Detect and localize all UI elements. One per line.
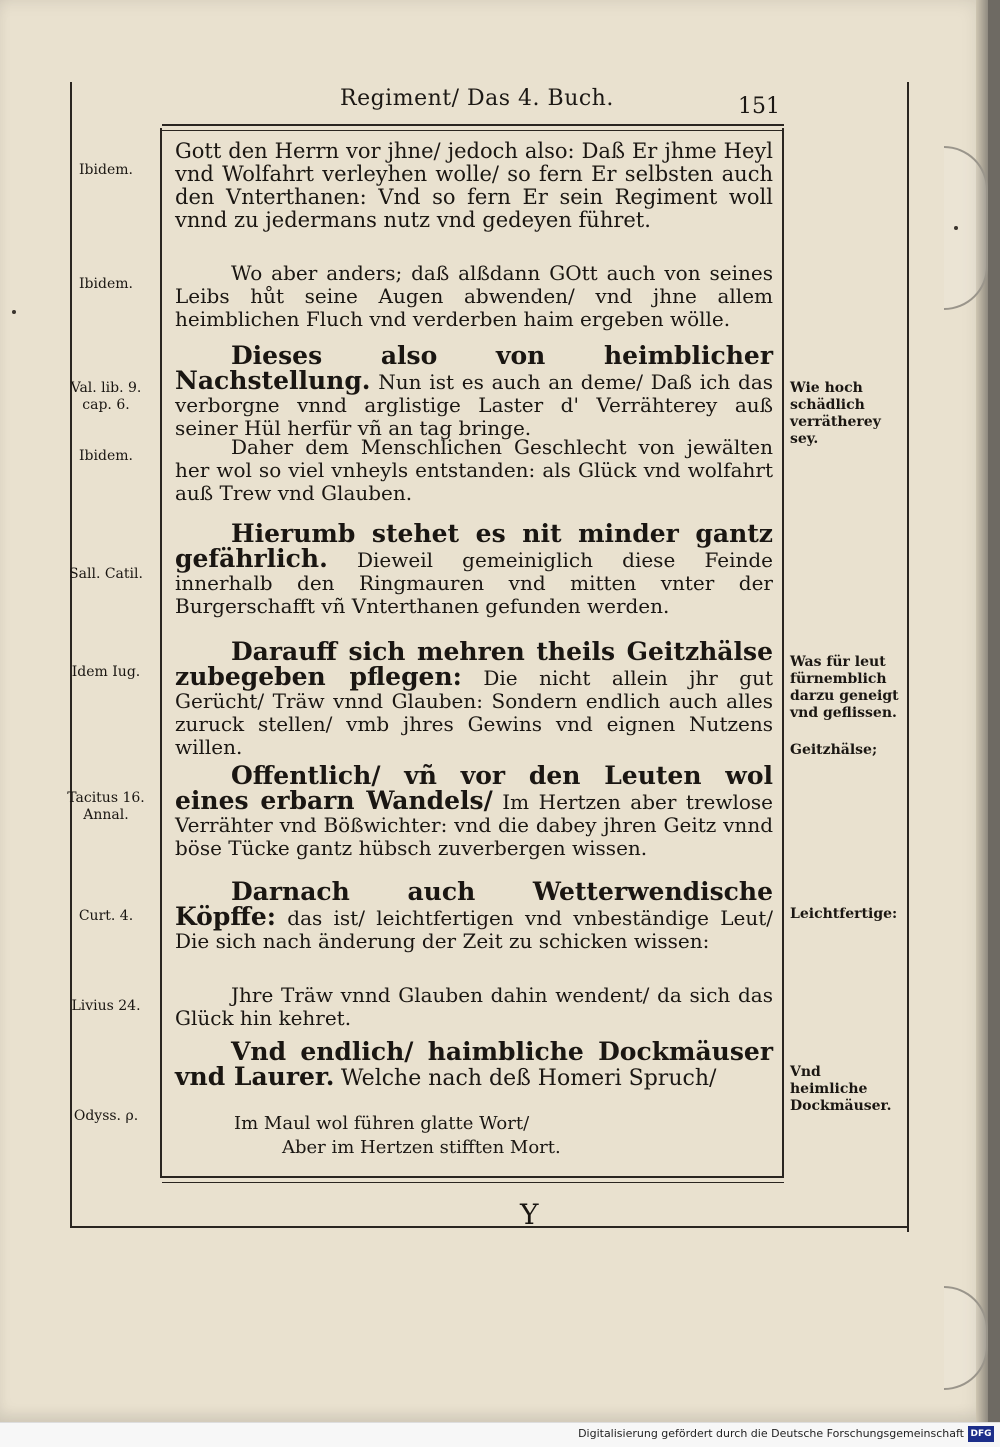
paragraph-5 [175,519,773,618]
paragraph-text: Gott den Herrn vor jhne/ jedoch also: Daß Er jhme Heyl vnd Wolfahrt verleyhen wolle/ so fern Er selbsten auch den Vnterthanen: Vnd so fern Er sein Regiment woll vnnd zu jedermans nutz vnd gedeyen führet. [175,139,773,232]
right-note-4: Leichtfertige: [790,906,898,922]
paragraph-lead: Darauff sich mehren theils Geitzhälse zubegeben pflegen: [175,637,773,691]
paragraph-7 [175,761,773,860]
left-note-7: Tacitus 16. Annal. [67,790,145,823]
paragraph-10 [175,1037,773,1091]
paragraph-text: Im Hertzen aber trewlose Verrähter vnd Bößwichter: vnd die dabey jhren Geitz vnnd böse Tücke gantz hübsch zuverbergen wissen. [175,790,773,860]
catchword: Y [520,1198,539,1231]
paragraph-lead: Dieses also von heimblicher Nachstellung. [175,341,773,395]
paragraph-lead: Hierumb stehet es nit minder gantz gefährlich. [175,519,773,573]
paragraph-body [175,341,774,440]
verse-line-2: Aber im Hertzen stifften Mort. [282,1137,561,1158]
digitization-credit: Digitalisierung gefördert durch die Deutsche Forschungsgemeinschaft [578,1427,964,1440]
right-margin-rule [907,82,909,1232]
left-note-5: Sall. Catil. [69,566,143,582]
paragraph-text: Wo aber anders; daß alßdann GOtt auch von seines Leibs hůt seine Augen abwenden/ vnd jhne allem heimblichen Fluch vnd verderben haim ergeben wölle. [175,261,773,331]
bottom-rule [70,1226,909,1228]
text-left-rule [160,128,162,1178]
right-note-5: Vnd heimliche Dockmäuser. [790,1064,892,1114]
paragraph-text: Jhre Träw vnnd Glauben dahin wendent/ da sich das Glück hin kehret. [175,983,773,1030]
left-note-6: Idem Iug. [71,664,141,680]
paper-speck [954,226,958,230]
left-note-4: Ibidem. [79,448,133,464]
paragraph-text: Dieweil gemeiniglich diese Feinde innerhalb den Ringmauren vnd mitten vnter der Burgerschafft vñ Vnterthanen gefunden werden. [175,548,773,618]
paragraph-1 [175,140,773,232]
paragraph-2 [175,262,773,331]
paragraph-text: Welche nach deß Homeri Spruch/ [340,1066,717,1091]
text-bottom-rule-thin [162,1182,784,1183]
left-note-3: Val. lib. 9. cap. 6. [70,380,142,413]
paragraph-body [175,637,774,759]
left-note-8: Curt. 4. [78,908,134,924]
right-note-2: Was für leut fürnemblich darzu geneigt vnd geflissen. [790,654,899,721]
header-rule-thin [162,130,784,131]
paragraph-body [175,877,774,953]
right-note-3: Geitzhälse; [790,742,878,758]
homer-verse [234,1112,654,1160]
text-bottom-rule [162,1176,784,1178]
page-number: 151 [738,94,780,119]
paragraph-body [175,519,773,618]
paragraph-9 [175,984,773,1030]
footer-bar [0,1422,1000,1447]
header-rule [162,124,784,126]
paragraph-text: Nun ist es auch an deme/ Daß ich das verborgne vnnd arglistige Laster d' Verrähterey auß seiner Hül herfür vñ an tag bringe. [175,370,774,440]
paragraph-3 [175,341,774,440]
left-note-2: Ibidem. [79,276,133,292]
verse-line-1: Im Maul wol führen glatte Wort/ [234,1113,530,1134]
paragraph-lead: Vnd endlich/ haimbliche Dockmäuser vnd Laurer. [175,1037,773,1091]
paragraph-8 [175,877,774,953]
left-note-9: Livius 24. [71,998,141,1014]
text-right-rule [782,128,784,1178]
paragraph-body [175,761,773,860]
left-note-10: Odyss. ρ. [73,1108,139,1124]
running-title: Regiment/ Das 4. Buch. [340,86,614,111]
paragraph-body [175,1037,773,1091]
paragraph-6 [175,637,774,759]
paragraph-text: Die nicht allein jhr gut Gerücht/ Träw vnnd Glauben: Sondern endlich auch alles zuruck stellen/ vmb jhres Gewins vnd eignen Nutzens willen. [175,666,774,759]
paragraph-text: das ist/ leichtfertigen vnd vnbeständige Leut/ Die sich nach änderung der Zeit zu schicken wissen: [175,906,774,953]
paragraph-4 [175,436,773,505]
paragraph-lead: Offentlich/ vñ vor den Leuten wol eines erbarn Wandels/ [175,761,773,815]
paper-speck [12,310,16,314]
dfg-logo: DFG [968,1426,994,1442]
right-note-1: Wie hoch schädlich verrätherey sey. [790,380,881,447]
left-margin-rule [70,82,72,1227]
page-clip-top [944,146,988,310]
left-note-1: Ibidem. [79,162,133,178]
paragraph-text: Daher dem Menschlichen Geschlecht von jewälten her wol so viel vnheyls entstanden: als Glück vnd wolfahrt auß Trew vnd Glauben. [175,435,773,505]
paragraph-lead: Darnach auch Wetterwendische Köpffe: [175,877,773,931]
